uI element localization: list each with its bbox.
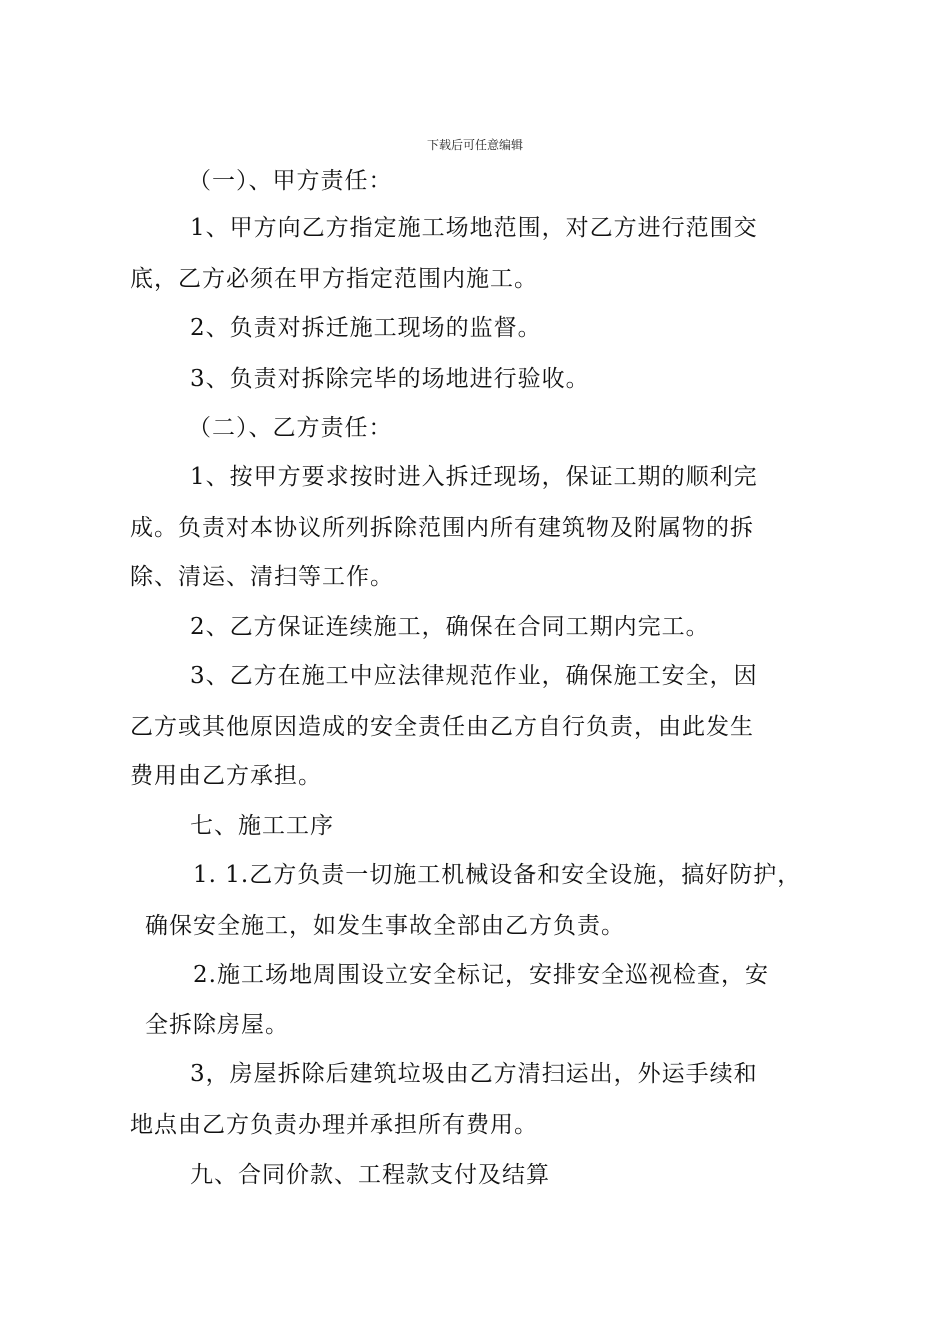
- section-heading-contract-price: 九、合同价款、工程款支付及结算: [190, 1162, 550, 1188]
- paragraph-line: 乙方或其他原因造成的安全责任由乙方自行负责，由此发生: [130, 714, 754, 740]
- paragraph-line: 1. 1.乙方负责一切施工机械设备和安全设施，搞好防护，: [193, 862, 802, 888]
- paragraph-line: 成。负责对本协议所列拆除范围内所有建筑物及附属物的拆: [130, 515, 754, 541]
- paragraph-line: 2.施工场地周围设立安全标记，安排安全巡视检查，安: [193, 962, 769, 988]
- paragraph-line: 3，房屋拆除后建筑垃圾由乙方清扫运出，外运手续和: [190, 1061, 758, 1087]
- paragraph-line: 1、甲方向乙方指定施工场地范围，对乙方进行范围交: [190, 215, 758, 241]
- paragraph-line: 1、按甲方要求按时进入拆迁现场，保证工期的顺利完: [190, 464, 758, 490]
- paragraph-line: 全拆除房屋。: [145, 1012, 289, 1038]
- section-heading-construction-process: 七、施工工序: [190, 813, 334, 839]
- paragraph-line: 3、乙方在施工中应法律规范作业，确保施工安全，因: [190, 663, 758, 689]
- paragraph-line: 确保安全施工，如发生事故全部由乙方负责。: [145, 913, 625, 939]
- paragraph-line: 费用由乙方承担。: [130, 763, 322, 789]
- header-note: 下载后可任意编辑: [426, 138, 523, 152]
- paragraph-line: 除、清运、清扫等工作。: [130, 564, 394, 590]
- section-heading-party-a: （一）、甲方责任：: [188, 168, 393, 194]
- paragraph-line: 地点由乙方负责办理并承担所有费用。: [130, 1112, 538, 1138]
- paragraph-line: 底，乙方必须在甲方指定范围内施工。: [130, 266, 538, 292]
- paragraph-line: 2、负责对拆迁施工现场的监督。: [190, 315, 542, 341]
- paragraph-line: 3、负责对拆除完毕的场地进行验收。: [190, 366, 590, 392]
- section-heading-party-b: （二）、乙方责任：: [188, 415, 393, 441]
- paragraph-line: 2、乙方保证连续施工，确保在合同工期内完工。: [190, 614, 710, 640]
